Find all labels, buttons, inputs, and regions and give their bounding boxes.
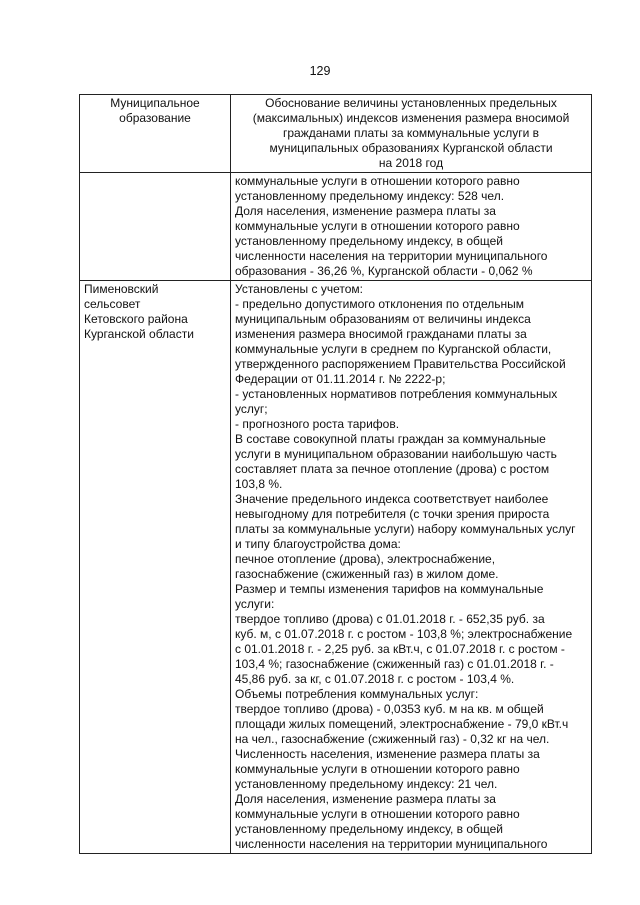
header-justification: Обоснование величины установленных предельных (максимальных) индексов изменения размера вносимой гражданами платы за коммунальные услуги в муниципальных образованиях Курганской области на 2018 год: [231, 95, 592, 173]
page-number: 129: [309, 64, 331, 78]
table-row: [80, 173, 592, 281]
table-row: [80, 281, 592, 854]
header-municipality: Муниципальное образование: [80, 95, 231, 173]
table-header-row: [80, 95, 592, 173]
row2-justification: Установлены с учетом: - предельно допустимого отклонения по отдельным муниципальным образованиям от величины индекса изменения размера вносимой гражданами платы за коммунальные услуги в среднем по Курганской области, утвержденного распоряжением Правительства Российской Федерации от 01.11.2014 г. № 2222-р; - установленных нормативов потребления коммунальных услуг; - прогнозного роста тарифов. В составе совокупной платы граждан за коммунальные услуги в муниципальном образовании наибольшую часть составляет плата за печное отопление (дрова) с ростом 103,8 %. Значение предельного индекса соответствует наиболее невыгодному для потребителя (с точки зрения прироста платы за коммунальные услуги) набору коммунальных услуг и типу благоустройства дома: печное отопление (дрова), электроснабжение, газоснабжение (сжиженный газ) в жилом доме. Размер и темпы изменения тарифов на коммунальные услуги: твердое топливо (дрова) с 01.01.2018 г. - 652,35 руб. за куб. м, с 01.07.2018 г. с ростом - 103,8 %; электроснабжение с 01.01.2018 г. - 2,25 руб. за кВт.ч, с 01.07.2018 г. с ростом - 103,4 %; газоснабжение (сжиженный газ) с 01.01.2018 г. - 45,86 руб. за кг, с 01.07.2018 г. с ростом - 103,4 %. Объемы потребления коммунальных услуг: твердое топливо (дрова) - 0,0353 куб. м на кв. м общей площади жилых помещений, электроснабжение - 79,0 кВт.ч на чел., газоснабжение (сжиженный газ) - 0,32 кг на чел. Численность населения, изменение размера платы за коммунальные услуги в отношении которого равно установленному предельному индексу: 21 чел. Доля населения, изменение размера платы за коммунальные услуги в отношении которого равно установленному предельному индексу, в общей численности населения на территории муниципального: [231, 281, 592, 854]
row2-municipality: Пименовский сельсовет Кетовского района Курганской области: [80, 281, 231, 854]
row1-justification: коммунальные услуги в отношении которого равно установленному предельному индексу: 528 чел. Доля населения, изменение размера платы за коммунальные услуги в отношении которого равно установленному предельному индексу, в общей численности населения на территории муниципального образования - 36,26 %, Курганской области - 0,062 %: [231, 173, 592, 281]
justification-table: [79, 94, 592, 854]
row1-municipality: [80, 173, 231, 281]
